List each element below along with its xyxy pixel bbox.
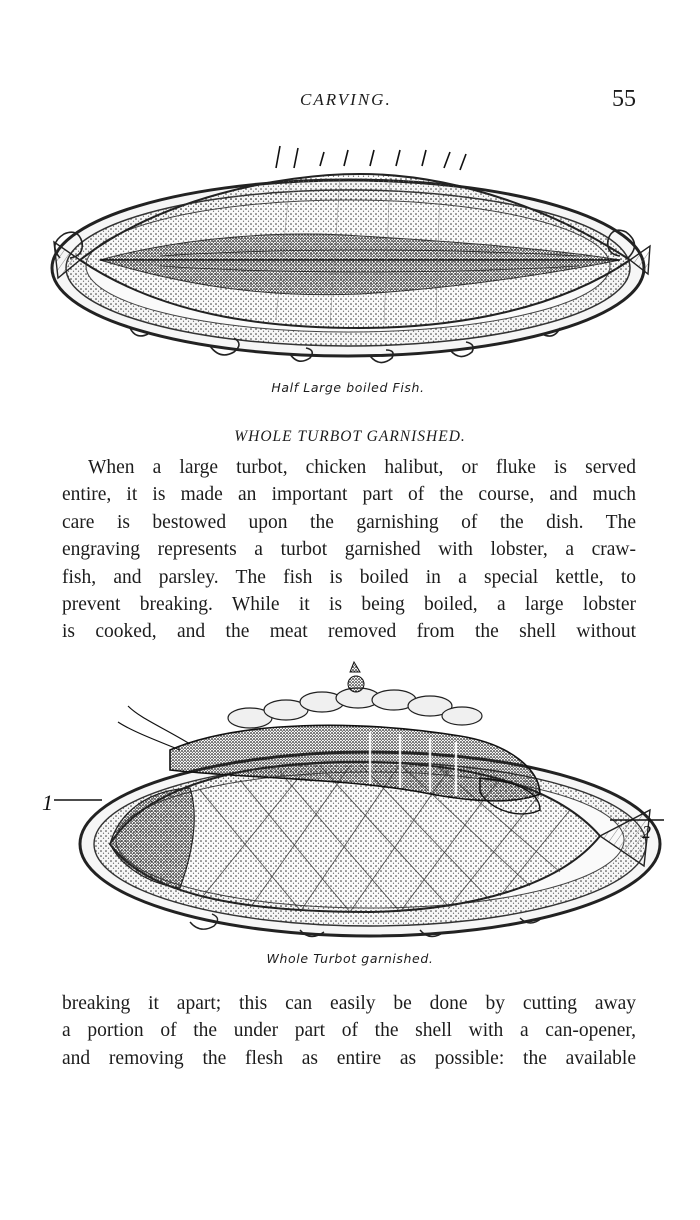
text-line: When a large turbot, chicken halibut, or fluke is served <box>88 457 636 478</box>
text-line: care is bestowed upon the garnishing of the dish. The <box>62 511 636 533</box>
section-heading: WHOLE TURBOT GARNISHED. <box>234 428 466 445</box>
half-boiled-fish-illustration <box>40 138 660 370</box>
text-line: fish, and parsley. The fish is boiled in a special kettle, to <box>62 566 636 588</box>
text-line: and removing the flesh as entire as possible: the available <box>62 1047 636 1069</box>
whole-turbot-garnished-illustration <box>40 660 670 950</box>
text-line: a portion of the under part of the shell with a can-opener, <box>62 1020 636 1042</box>
text-line: entire, it is made an important part of the course, and much <box>62 484 636 506</box>
figure-caption-whole-turbot: Whole Turbot garnished. <box>266 951 434 966</box>
paragraph-turbot-intro <box>62 454 636 646</box>
text-line: breaking it apart; this can easily be done by cutting away <box>62 993 636 1014</box>
page-number: 55 <box>612 86 636 112</box>
running-head: CARVING. <box>300 90 392 109</box>
figure-label-right: 2 <box>642 822 651 842</box>
figure-caption-half-fish: Half Large boiled Fish. <box>271 380 425 395</box>
paragraph-lobster-prep <box>62 990 636 1072</box>
text-line: is cooked, and the meat removed from the shell without <box>62 621 636 643</box>
text-line: prevent breaking. While it is being boiled, a large lobster <box>62 594 636 616</box>
figure-label-left: 1 <box>42 790 53 815</box>
text-line: engraving represents a turbot garnished with lobster, a craw- <box>62 539 636 561</box>
